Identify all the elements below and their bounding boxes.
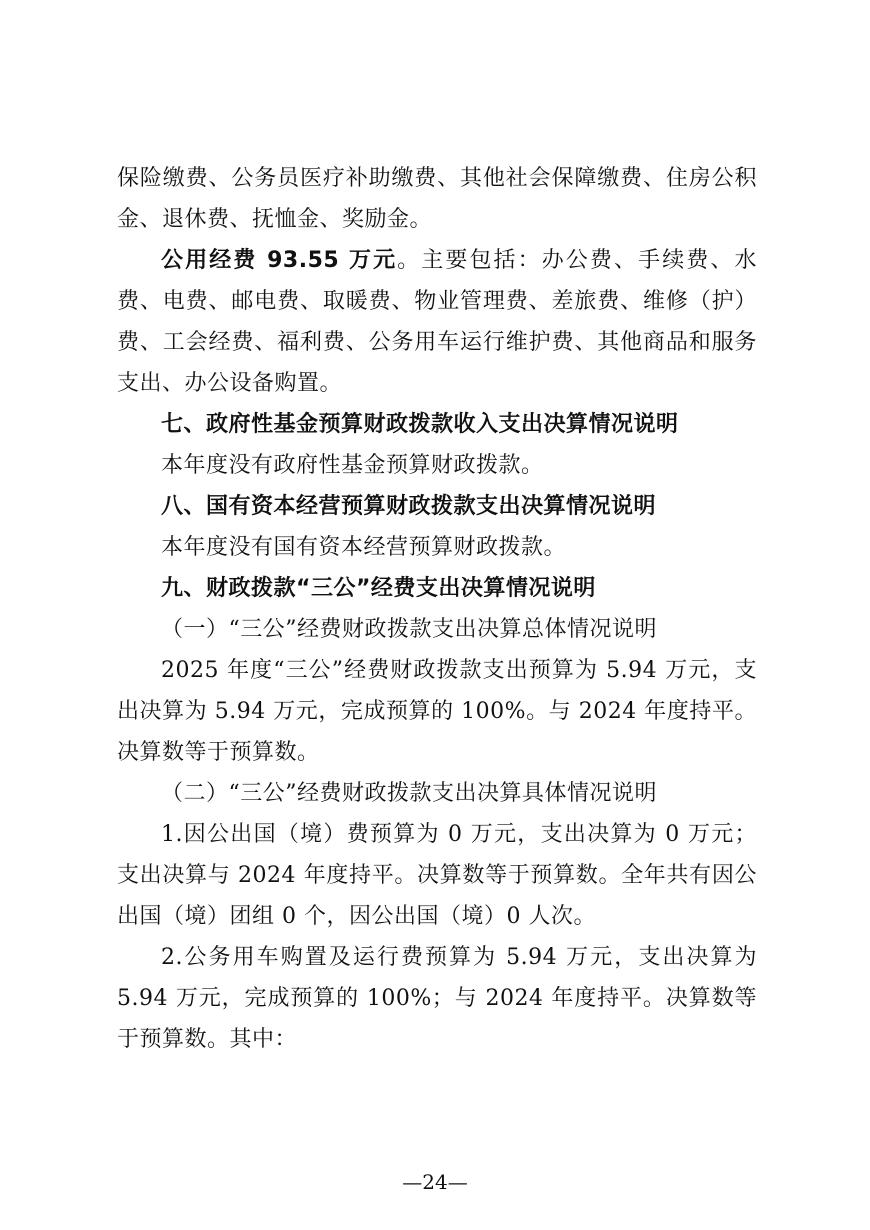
heading-section-9: 九、财政拨款“三公”经费支出决算情况说明 — [161, 576, 596, 601]
page-number: —24— — [402, 1170, 468, 1194]
paragraph-9-2-item-1: 1.因公出国（境）费预算为 0 万元，支出决算为 0 万元；支出决算与 2024 年度持平。决算数等于预算数。全年共有因公出国（境）团组 0 个，因公出国（境）0 人次。 — [117, 822, 757, 929]
paragraph-9-1: 2025 年度“三公”经费财政拨款支出预算为 5.94 万元，支出决算为 5.94 万元，完成预算的 100%。与 2024 年度持平。决算数等于预算数。 — [117, 658, 757, 765]
heading-section-8: 八、国有资本经营预算财政拨款支出决算情况说明 — [161, 494, 657, 519]
paragraph-9-2-item-2: 2.公务用车购置及运行费预算为 5.94 万元，支出决算为 5.94 万元，完成预算的 100%；与 2024 年度持平。决算数等于预算数。其中： — [117, 945, 757, 1052]
body-text — [117, 158, 757, 1060]
paragraph-section-8: 本年度没有国有资本经营预算财政拨款。 — [161, 535, 567, 560]
heading-section-7: 七、政府性基金预算财政拨款收入支出决算情况说明 — [161, 412, 679, 437]
subheading-9-2: （二）“三公”经费财政拨款支出决算具体情况说明 — [161, 781, 657, 806]
paragraph-public-funds — [117, 240, 757, 404]
paragraph-section-7: 本年度没有政府性基金预算财政拨款。 — [161, 453, 544, 478]
public-funds-lead: 公用经费 93.55 万元 — [161, 248, 398, 273]
subheading-9-1: （一）“三公”经费财政拨款支出决算总体情况说明 — [161, 617, 657, 642]
public-funds-text: 。主要包括：办公费、手续费、水费、电费、邮电费、取暖费、物业管理费、差旅费、维修（护）费、工会经费、福利费、公务用车运行维护费、其他商品和服务支出、办公设备购置。 — [117, 248, 757, 396]
paragraph-benefit-items: 保险缴费、公务员医疗补助缴费、其他社会保障缴费、住房公积金、退休费、抚恤金、奖励金。 — [117, 166, 757, 232]
